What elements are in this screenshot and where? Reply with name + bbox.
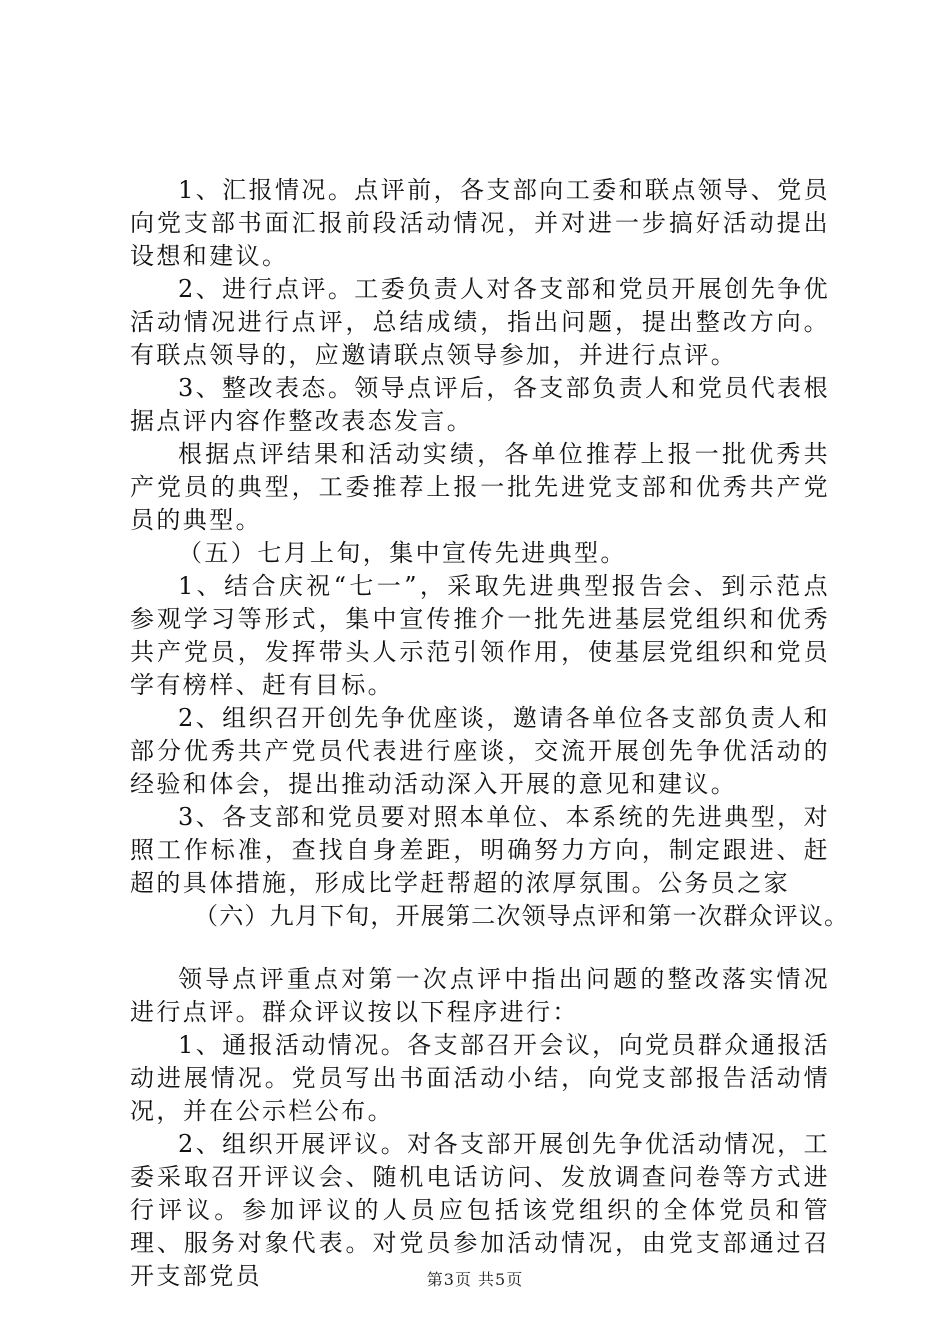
paragraph-notify-activity: 1、通报活动情况。各支部召开会议，向党员群众通报活动进展情况。党员写出书面活动小结，向党支部报告活动情况，并在公示栏公布。 (130, 1031, 830, 1125)
paragraph-report-situation: 1、汇报情况。点评前，各支部向工委和联点领导、党员向党支部书面汇报前段活动情况，并对进一步搞好活动提出设想和建议。 (130, 176, 830, 270)
paragraph-recommend-typical: 根据点评结果和活动实绩，各单位推荐上报一批优秀共产党员的典型，工委推荐上报一批先进党支部和优秀共产党员的典型。 (130, 440, 830, 534)
document-body (130, 174, 850, 1293)
page-number-footer: 第3页 共5页 (426, 1270, 524, 1289)
paragraph-conduct-review: 2、进行点评。工委负责人对各支部和党员开展创先争优活动情况进行点评，总结成绩，指出问题，提出整改方向。有联点领导的，应邀请联点领导参加，并进行点评。 (130, 275, 830, 369)
paragraph-celebrate-july-first: 1、结合庆祝“七一”，采取先进典型报告会、到示范点参观学习等形式，集中宣传推介一批先进基层党组织和优秀共产党员，发挥带头人示范引领作用，使基层党组织和党员学有榜样、赶有目标。 (130, 572, 830, 699)
paragraph-organize-forum: 2、组织召开创先争优座谈，邀请各单位各支部负责人和部分优秀共产党员代表进行座谈，交流开展创先争优活动的经验和体会，提出推动活动深入开展的意见和建议。 (130, 704, 830, 798)
paragraph-leader-review-focus: 领导点评重点对第一次点评中指出问题的整改落实情况进行点评。群众评议按以下程序进行： (130, 965, 830, 1026)
section-heading-six: （六）九月下旬，开展第二次领导点评和第一次群众评议。 (194, 902, 850, 930)
paragraph-rectification-statement: 3、整改表态。领导点评后，各支部负责人和党员代表根据点评内容作整改表态发言。 (130, 374, 830, 435)
paragraph-compare-advanced: 3、各支部和党员要对照本单位、本系统的先进典型，对照工作标准，查找自身差距，明确努力方向，制定跟进、赶超的具体措施，形成比学赶帮超的浓厚氛围。公务员之家 (130, 803, 830, 897)
paragraph-spacer (130, 933, 830, 963)
paragraph-organize-evaluation: 2、组织开展评议。对各支部开展创先争优活动情况，工委采取召开评议会、随机电话访问、发放调查问卷等方式进行评议。参加评议的人员应包括该党组织的全体党员和管理、服务对象代表。对党员参加活动情况，由党支部通过召开支部党员 (130, 1130, 830, 1290)
section-heading-five: （五）七月上旬，集中宣传先进典型。 (178, 539, 627, 567)
